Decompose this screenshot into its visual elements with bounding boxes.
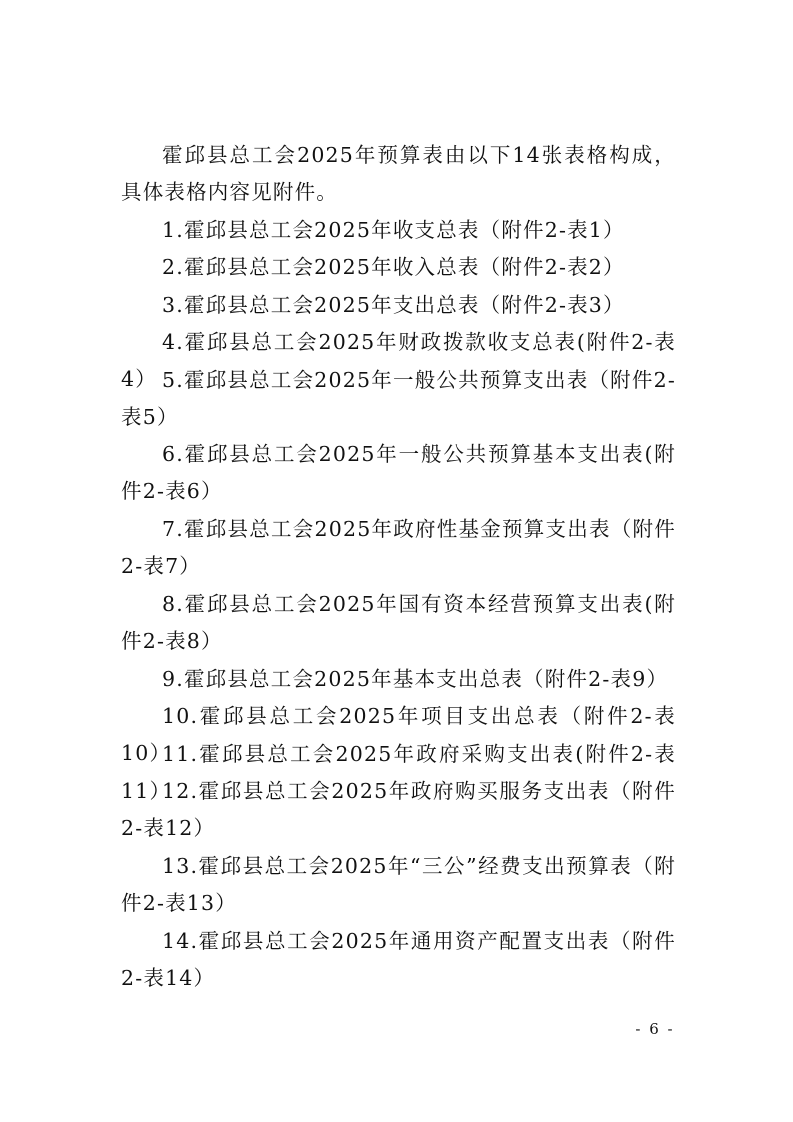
list-item: 4.霍邱县总工会2025年财政拨款收支总表(附件2-表4） <box>121 330 676 392</box>
list-item: 9.霍邱县总工会2025年基本支出总表（附件2-表9） <box>162 667 669 691</box>
list-item: 14.霍邱县总工会2025年通用资产配置支出表（附件2-表14） <box>121 929 676 991</box>
list-item: 13.霍邱县总工会2025年“三公”经费支出预算表（附件2-表13） <box>121 854 676 916</box>
list-item: 7.霍邱县总工会2025年政府性基金预算支出表（附件2-表7） <box>121 517 676 579</box>
intro-paragraph: 霍邱县总工会2025年预算表由以下14张表格构成，具体表格内容见附件。 <box>121 143 676 205</box>
list-item: 3.霍邱县总工会2025年支出总表（附件2-表3） <box>162 293 625 317</box>
list-item: 6.霍邱县总工会2025年一般公共预算基本支出表(附件2-表6） <box>121 442 676 504</box>
list-item: 8.霍邱县总工会2025年国有资本经营预算支出表(附件2-表8） <box>121 592 676 654</box>
list-item: 5.霍邱县总工会2025年一般公共预算支出表（附件2-表5） <box>121 368 676 430</box>
list-item: 11.霍邱县总工会2025年政府采购支出表(附件2-表11） <box>121 742 676 804</box>
page-number: - 6 - <box>635 1020 675 1038</box>
list-item: 12.霍邱县总工会2025年政府购买服务支出表（附件2-表12） <box>121 779 676 841</box>
list-item: 1.霍邱县总工会2025年收支总表（附件2-表1） <box>162 218 625 242</box>
list-item: 2.霍邱县总工会2025年收入总表（附件2-表2） <box>162 255 625 279</box>
list-item: 10.霍邱县总工会2025年项目支出总表（附件2-表10） <box>121 704 676 766</box>
